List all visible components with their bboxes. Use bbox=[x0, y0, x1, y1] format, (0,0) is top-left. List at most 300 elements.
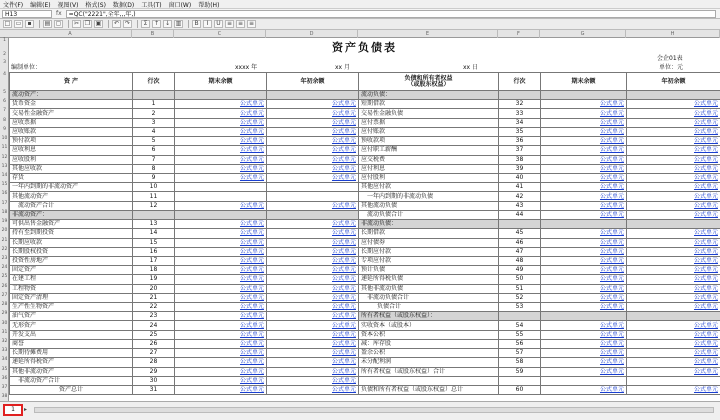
asset-begin-balance-cell[interactable] bbox=[267, 91, 359, 100]
asset-item-label[interactable]: 生产性生物资产 bbox=[10, 303, 133, 312]
asset-seq-cell[interactable]: 15 bbox=[133, 238, 175, 247]
asset-item-label[interactable]: 应收票据 bbox=[10, 118, 133, 127]
liability-begin-balance-cell[interactable]: 公式单元 bbox=[627, 275, 720, 284]
asset-end-balance-cell[interactable]: 公式单元 bbox=[175, 238, 267, 247]
liability-begin-balance-cell[interactable]: 公式单元 bbox=[627, 210, 720, 219]
row-number[interactable]: 38 bbox=[1, 394, 8, 400]
asset-seq-cell[interactable]: 2 bbox=[133, 109, 175, 118]
liability-seq-cell[interactable]: 56 bbox=[499, 339, 541, 348]
liability-begin-balance-cell[interactable]: 公式单元 bbox=[627, 266, 720, 275]
liability-item-label[interactable]: 实收资本（或股本） bbox=[359, 321, 499, 330]
asset-seq-cell[interactable]: 22 bbox=[133, 303, 175, 312]
column-header-d[interactable]: D bbox=[266, 30, 358, 38]
liability-item-label[interactable]: 资本公积 bbox=[359, 330, 499, 339]
liability-seq-cell[interactable]: 57 bbox=[499, 349, 541, 358]
liability-begin-balance-cell[interactable]: 公式单元 bbox=[627, 321, 720, 330]
row-number[interactable]: 16 bbox=[1, 191, 8, 197]
asset-seq-cell[interactable]: 19 bbox=[133, 275, 175, 284]
liability-item-label[interactable]: 应付票据 bbox=[359, 118, 499, 127]
liability-end-balance-cell[interactable]: 公式单元 bbox=[541, 367, 627, 376]
row-number[interactable]: 21 bbox=[1, 237, 8, 243]
asset-item-label[interactable]: 持有至到期投资 bbox=[10, 229, 133, 238]
asset-end-balance-cell[interactable]: 公式单元 bbox=[175, 367, 267, 376]
sum-icon[interactable]: Σ bbox=[141, 20, 150, 28]
asset-end-balance-cell[interactable] bbox=[175, 192, 267, 201]
liability-end-balance-cell[interactable]: 公式单元 bbox=[541, 293, 627, 302]
asset-seq-cell[interactable]: 31 bbox=[133, 386, 175, 395]
liability-end-balance-cell[interactable]: 公式单元 bbox=[541, 349, 627, 358]
asset-begin-balance-cell[interactable]: 公式单元 bbox=[267, 330, 359, 339]
asset-seq-cell[interactable]: 13 bbox=[133, 220, 175, 229]
row-number[interactable]: 12 bbox=[1, 154, 8, 160]
liability-end-balance-cell[interactable]: 公式单元 bbox=[541, 238, 627, 247]
menu-format[interactable]: 格式(S) bbox=[85, 1, 106, 9]
liability-end-balance-cell[interactable] bbox=[541, 220, 627, 229]
liability-item-label[interactable]: 交易性金融负债 bbox=[359, 109, 499, 118]
liability-begin-balance-cell[interactable] bbox=[627, 376, 720, 385]
row-number[interactable]: 19 bbox=[1, 219, 8, 225]
asset-begin-balance-cell[interactable]: 公式单元 bbox=[267, 266, 359, 275]
asset-begin-balance-cell[interactable]: 公式单元 bbox=[267, 229, 359, 238]
asset-seq-cell[interactable]: 7 bbox=[133, 155, 175, 164]
asset-seq-cell[interactable]: 29 bbox=[133, 367, 175, 376]
asset-end-balance-cell[interactable]: 公式单元 bbox=[175, 173, 267, 182]
liability-seq-cell[interactable]: 51 bbox=[499, 284, 541, 293]
formula-input[interactable]: =QC("2221",全年,,,年,) bbox=[66, 10, 716, 18]
horizontal-scrollbar[interactable] bbox=[34, 407, 714, 413]
asset-begin-balance-cell[interactable]: 公式单元 bbox=[267, 220, 359, 229]
liability-begin-balance-cell[interactable]: 公式单元 bbox=[627, 127, 720, 136]
row-number[interactable]: 29 bbox=[1, 311, 8, 317]
liability-item-label[interactable]: 盈余公积 bbox=[359, 349, 499, 358]
liability-end-balance-cell[interactable]: 公式单元 bbox=[541, 173, 627, 182]
liability-begin-balance-cell[interactable]: 公式单元 bbox=[627, 164, 720, 173]
liability-item-label[interactable]: 其他非流动负债 bbox=[359, 284, 499, 293]
asset-end-balance-cell[interactable]: 公式单元 bbox=[175, 118, 267, 127]
paste-icon[interactable]: ▣ bbox=[95, 20, 102, 27]
asset-begin-balance-cell[interactable]: 公式单元 bbox=[267, 275, 359, 284]
row-number[interactable]: 36 bbox=[1, 375, 8, 381]
row-number[interactable]: 25 bbox=[1, 274, 8, 280]
asset-seq-cell[interactable]: 4 bbox=[133, 127, 175, 136]
liability-seq-cell[interactable]: 52 bbox=[499, 293, 541, 302]
liability-begin-balance-cell[interactable]: 公式单元 bbox=[627, 367, 720, 376]
liability-begin-balance-cell[interactable]: 公式单元 bbox=[627, 155, 720, 164]
liability-end-balance-cell[interactable]: 公式单元 bbox=[541, 321, 627, 330]
row-number[interactable]: 2 bbox=[3, 52, 6, 57]
new-file-icon[interactable]: □ bbox=[4, 20, 11, 27]
asset-seq-cell[interactable]: 10 bbox=[133, 183, 175, 192]
asset-begin-balance-cell[interactable]: 公式单元 bbox=[267, 312, 359, 321]
asset-seq-cell[interactable]: 21 bbox=[133, 293, 175, 302]
sheet-tab[interactable]: 1 bbox=[3, 404, 23, 416]
liability-item-label[interactable]: 流动负债合计 bbox=[359, 210, 499, 219]
asset-seq-cell[interactable]: 1 bbox=[133, 100, 175, 109]
asset-begin-balance-cell[interactable]: 公式单元 bbox=[267, 284, 359, 293]
liability-item-label[interactable]: 应付债券 bbox=[359, 238, 499, 247]
asset-item-label[interactable]: 其他应收款 bbox=[10, 164, 133, 173]
redo-icon[interactable]: ↷ bbox=[124, 20, 131, 27]
liability-seq-cell[interactable]: 46 bbox=[499, 238, 541, 247]
asset-end-balance-cell[interactable]: 公式单元 bbox=[175, 349, 267, 358]
italic-icon[interactable]: I bbox=[203, 20, 212, 28]
asset-begin-balance-cell[interactable] bbox=[267, 192, 359, 201]
sort-descending-icon[interactable]: ↓ bbox=[164, 20, 171, 27]
asset-item-label[interactable]: 递延所得税资产 bbox=[10, 358, 133, 367]
save-icon[interactable]: ▪ bbox=[25, 20, 34, 28]
asset-begin-balance-cell[interactable]: 公式单元 bbox=[267, 137, 359, 146]
asset-item-label[interactable]: 无形资产 bbox=[10, 321, 133, 330]
liability-item-label[interactable]: 长期应付款 bbox=[359, 247, 499, 256]
liability-item-label[interactable]: 其他应付款 bbox=[359, 183, 499, 192]
liability-begin-balance-cell[interactable]: 公式单元 bbox=[627, 349, 720, 358]
asset-begin-balance-cell[interactable]: 公式单元 bbox=[267, 173, 359, 182]
asset-begin-balance-cell[interactable]: 公式单元 bbox=[267, 349, 359, 358]
liability-seq-cell[interactable]: 32 bbox=[499, 100, 541, 109]
liability-item-label[interactable]: 短期借款 bbox=[359, 100, 499, 109]
asset-seq-cell[interactable]: 28 bbox=[133, 358, 175, 367]
row-number[interactable]: 33 bbox=[1, 348, 8, 354]
asset-begin-balance-cell[interactable]: 公式单元 bbox=[267, 321, 359, 330]
menu-window[interactable]: 窗口(W) bbox=[168, 1, 192, 9]
liability-end-balance-cell[interactable]: 公式单元 bbox=[541, 201, 627, 210]
liability-item-label[interactable]: 预收款项 bbox=[359, 137, 499, 146]
asset-seq-cell[interactable]: 26 bbox=[133, 339, 175, 348]
row-number[interactable]: 23 bbox=[1, 255, 8, 261]
align-center-icon[interactable]: ≡ bbox=[237, 20, 244, 27]
asset-seq-cell[interactable]: 8 bbox=[133, 164, 175, 173]
liability-end-balance-cell[interactable] bbox=[541, 91, 627, 100]
liability-item-label[interactable]: 专项应付款 bbox=[359, 256, 499, 265]
asset-begin-balance-cell[interactable]: 公式单元 bbox=[267, 303, 359, 312]
row-number[interactable]: 11 bbox=[1, 145, 8, 151]
asset-end-balance-cell[interactable]: 公式单元 bbox=[175, 164, 267, 173]
liability-begin-balance-cell[interactable]: 公式单元 bbox=[627, 284, 720, 293]
row-number[interactable]: 27 bbox=[1, 292, 8, 298]
liability-seq-cell[interactable]: 39 bbox=[499, 164, 541, 173]
row-number[interactable]: 5 bbox=[3, 90, 6, 95]
liability-seq-cell[interactable]: 45 bbox=[499, 229, 541, 238]
liability-seq-cell[interactable]: 36 bbox=[499, 137, 541, 146]
sort-ascending-icon[interactable]: ↑ bbox=[153, 20, 160, 27]
liability-begin-balance-cell[interactable] bbox=[627, 220, 720, 229]
liability-end-balance-cell[interactable]: 公式单元 bbox=[541, 358, 627, 367]
row-number[interactable]: 31 bbox=[1, 329, 8, 335]
column-header-c[interactable]: C bbox=[174, 30, 266, 38]
asset-seq-cell[interactable]: 11 bbox=[133, 192, 175, 201]
asset-begin-balance-cell[interactable]: 公式单元 bbox=[267, 386, 359, 395]
liability-begin-balance-cell[interactable]: 公式单元 bbox=[627, 137, 720, 146]
liability-begin-balance-cell[interactable]: 公式单元 bbox=[627, 192, 720, 201]
liability-begin-balance-cell[interactable]: 公式单元 bbox=[627, 201, 720, 210]
asset-begin-balance-cell[interactable]: 公式单元 bbox=[267, 367, 359, 376]
asset-seq-cell[interactable]: 5 bbox=[133, 137, 175, 146]
asset-end-balance-cell[interactable]: 公式单元 bbox=[175, 303, 267, 312]
liability-seq-cell[interactable] bbox=[499, 312, 541, 321]
row-number[interactable]: 30 bbox=[1, 320, 8, 326]
asset-item-label[interactable]: 非流动资产： bbox=[10, 210, 133, 219]
cut-icon[interactable]: ✂ bbox=[73, 20, 80, 27]
liability-end-balance-cell[interactable]: 公式单元 bbox=[541, 386, 627, 395]
column-header-g[interactable]: G bbox=[540, 30, 626, 38]
liability-item-label[interactable]: 应付职工薪酬 bbox=[359, 146, 499, 155]
liability-end-balance-cell[interactable]: 公式单元 bbox=[541, 210, 627, 219]
asset-item-label[interactable]: 预付款项 bbox=[10, 137, 133, 146]
liability-end-balance-cell[interactable]: 公式单元 bbox=[541, 303, 627, 312]
asset-begin-balance-cell[interactable]: 公式单元 bbox=[267, 146, 359, 155]
liability-begin-balance-cell[interactable]: 公式单元 bbox=[627, 109, 720, 118]
liability-end-balance-cell[interactable]: 公式单元 bbox=[541, 164, 627, 173]
liability-seq-cell[interactable] bbox=[499, 220, 541, 229]
asset-end-balance-cell[interactable]: 公式单元 bbox=[175, 220, 267, 229]
row-number[interactable]: 15 bbox=[1, 182, 8, 188]
liability-item-label[interactable]: 长期借款 bbox=[359, 229, 499, 238]
liability-end-balance-cell[interactable]: 公式单元 bbox=[541, 266, 627, 275]
asset-begin-balance-cell[interactable] bbox=[267, 183, 359, 192]
liability-end-balance-cell[interactable]: 公式单元 bbox=[541, 100, 627, 109]
asset-end-balance-cell[interactable]: 公式单元 bbox=[175, 321, 267, 330]
liability-item-label[interactable]: 非流动负债： bbox=[359, 220, 499, 229]
row-number[interactable]: 34 bbox=[1, 357, 8, 363]
liability-end-balance-cell[interactable]: 公式单元 bbox=[541, 256, 627, 265]
asset-seq-cell[interactable]: 9 bbox=[133, 173, 175, 182]
liability-begin-balance-cell[interactable]: 公式单元 bbox=[627, 247, 720, 256]
asset-end-balance-cell[interactable]: 公式单元 bbox=[175, 127, 267, 136]
column-header-b[interactable]: B bbox=[132, 30, 174, 38]
row-number[interactable]: 1 bbox=[3, 38, 6, 43]
print-icon[interactable]: ▤ bbox=[44, 20, 51, 27]
row-number[interactable]: 32 bbox=[1, 338, 8, 344]
asset-end-balance-cell[interactable]: 公式单元 bbox=[175, 100, 267, 109]
liability-item-label[interactable]: 应交税费 bbox=[359, 155, 499, 164]
liability-seq-cell[interactable]: 44 bbox=[499, 210, 541, 219]
liability-seq-cell[interactable]: 40 bbox=[499, 173, 541, 182]
liability-item-label[interactable]: 负债合计 bbox=[359, 303, 499, 312]
liability-end-balance-cell[interactable] bbox=[541, 312, 627, 321]
align-right-icon[interactable]: ≡ bbox=[248, 20, 255, 27]
asset-end-balance-cell[interactable]: 公式单元 bbox=[175, 376, 267, 385]
liability-end-balance-cell[interactable]: 公式单元 bbox=[541, 247, 627, 256]
liability-item-label[interactable]: 流动负债： bbox=[359, 91, 499, 100]
asset-item-label[interactable]: 开发支出 bbox=[10, 330, 133, 339]
liability-begin-balance-cell[interactable]: 公式单元 bbox=[627, 146, 720, 155]
liability-seq-cell[interactable]: 58 bbox=[499, 358, 541, 367]
asset-begin-balance-cell[interactable]: 公式单元 bbox=[267, 256, 359, 265]
row-number[interactable]: 14 bbox=[1, 172, 8, 178]
row-number[interactable]: 3 bbox=[3, 60, 6, 65]
asset-end-balance-cell[interactable]: 公式单元 bbox=[175, 229, 267, 238]
liability-begin-balance-cell[interactable]: 公式单元 bbox=[627, 229, 720, 238]
liability-end-balance-cell[interactable]: 公式单元 bbox=[541, 330, 627, 339]
liability-item-label[interactable]: 非流动负债合计 bbox=[359, 293, 499, 302]
liability-seq-cell[interactable]: 60 bbox=[499, 386, 541, 395]
liability-seq-cell[interactable]: 42 bbox=[499, 192, 541, 201]
liability-begin-balance-cell[interactable]: 公式单元 bbox=[627, 118, 720, 127]
column-header-h[interactable]: H bbox=[626, 30, 720, 38]
asset-item-label[interactable]: 固定资产清理 bbox=[10, 293, 133, 302]
row-number[interactable]: 20 bbox=[1, 228, 8, 234]
liability-end-balance-cell[interactable] bbox=[541, 376, 627, 385]
liability-end-balance-cell[interactable]: 公式单元 bbox=[541, 109, 627, 118]
asset-seq-cell[interactable]: 14 bbox=[133, 229, 175, 238]
asset-end-balance-cell[interactable]: 公式单元 bbox=[175, 109, 267, 118]
liability-begin-balance-cell[interactable]: 公式单元 bbox=[627, 100, 720, 109]
liability-item-label[interactable]: 预计负债 bbox=[359, 266, 499, 275]
liability-seq-cell[interactable]: 38 bbox=[499, 155, 541, 164]
bold-icon[interactable]: B bbox=[192, 20, 201, 28]
liability-seq-cell[interactable]: 34 bbox=[499, 118, 541, 127]
asset-end-balance-cell[interactable]: 公式单元 bbox=[175, 256, 267, 265]
asset-item-label[interactable]: 流动资产： bbox=[10, 91, 133, 100]
asset-item-label[interactable]: 投资性房地产 bbox=[10, 256, 133, 265]
asset-item-label[interactable]: 可供出售金融资产 bbox=[10, 220, 133, 229]
asset-item-label[interactable]: 存货 bbox=[10, 173, 133, 182]
liability-seq-cell[interactable] bbox=[499, 91, 541, 100]
liability-item-label[interactable]: 应付利息 bbox=[359, 164, 499, 173]
asset-begin-balance-cell[interactable]: 公式单元 bbox=[267, 293, 359, 302]
asset-item-label[interactable]: 长期应收款 bbox=[10, 238, 133, 247]
liability-item-label[interactable]: 递延所得税负债 bbox=[359, 275, 499, 284]
asset-begin-balance-cell[interactable]: 公式单元 bbox=[267, 109, 359, 118]
row-number[interactable]: 17 bbox=[1, 200, 8, 206]
liability-begin-balance-cell[interactable]: 公式单元 bbox=[627, 183, 720, 192]
asset-end-balance-cell[interactable] bbox=[175, 183, 267, 192]
liability-seq-cell[interactable]: 49 bbox=[499, 266, 541, 275]
asset-begin-balance-cell[interactable]: 公式单元 bbox=[267, 155, 359, 164]
asset-item-label[interactable]: 应收利息 bbox=[10, 146, 133, 155]
asset-end-balance-cell[interactable]: 公式单元 bbox=[175, 330, 267, 339]
liability-begin-balance-cell[interactable]: 公式单元 bbox=[627, 173, 720, 182]
asset-item-label[interactable]: 资产总计 bbox=[10, 386, 133, 395]
asset-end-balance-cell[interactable]: 公式单元 bbox=[175, 146, 267, 155]
menu-tools[interactable]: 工具(T) bbox=[141, 1, 162, 9]
menu-edit[interactable]: 编辑(E) bbox=[30, 1, 51, 9]
liability-begin-balance-cell[interactable]: 公式单元 bbox=[627, 330, 720, 339]
liability-end-balance-cell[interactable]: 公式单元 bbox=[541, 284, 627, 293]
copy-icon[interactable]: ❐ bbox=[84, 20, 91, 27]
liability-seq-cell[interactable]: 55 bbox=[499, 330, 541, 339]
asset-end-balance-cell[interactable]: 公式单元 bbox=[175, 339, 267, 348]
asset-begin-balance-cell[interactable]: 公式单元 bbox=[267, 238, 359, 247]
chart-icon[interactable]: ▥ bbox=[175, 20, 182, 27]
row-number[interactable]: 7 bbox=[3, 108, 6, 114]
liability-seq-cell[interactable]: 41 bbox=[499, 183, 541, 192]
row-number[interactable]: 6 bbox=[3, 99, 6, 105]
asset-item-label[interactable]: 非流动资产合计 bbox=[10, 376, 133, 385]
liability-item-label[interactable]: 负债和所有者权益（或股东权益）总计 bbox=[359, 386, 499, 395]
liability-item-label[interactable]: 应付账款 bbox=[359, 127, 499, 136]
asset-end-balance-cell[interactable] bbox=[175, 91, 267, 100]
asset-seq-cell[interactable]: 18 bbox=[133, 266, 175, 275]
asset-seq-cell[interactable]: 20 bbox=[133, 284, 175, 293]
liability-seq-cell[interactable]: 54 bbox=[499, 321, 541, 330]
align-left-icon[interactable]: ≡ bbox=[226, 20, 233, 27]
asset-seq-cell[interactable]: 17 bbox=[133, 256, 175, 265]
row-number[interactable]: 28 bbox=[1, 302, 8, 308]
asset-end-balance-cell[interactable]: 公式单元 bbox=[175, 284, 267, 293]
asset-item-label[interactable]: 油气资产 bbox=[10, 312, 133, 321]
row-number[interactable]: 10 bbox=[1, 136, 8, 142]
column-header-e[interactable]: E bbox=[358, 30, 498, 38]
liability-item-label[interactable]: 未分配利润 bbox=[359, 358, 499, 367]
asset-end-balance-cell[interactable]: 公式单元 bbox=[175, 275, 267, 284]
liability-begin-balance-cell[interactable]: 公式单元 bbox=[627, 256, 720, 265]
liability-end-balance-cell[interactable]: 公式单元 bbox=[541, 155, 627, 164]
cell-reference-box[interactable]: H13 bbox=[2, 10, 52, 18]
asset-end-balance-cell[interactable]: 公式单元 bbox=[175, 293, 267, 302]
asset-item-label[interactable]: 工程物资 bbox=[10, 284, 133, 293]
liability-end-balance-cell[interactable]: 公式单元 bbox=[541, 127, 627, 136]
liability-begin-balance-cell[interactable]: 公式单元 bbox=[627, 293, 720, 302]
liability-item-label[interactable]: 一年内到期的非流动负债 bbox=[359, 192, 499, 201]
row-number[interactable]: 37 bbox=[1, 385, 8, 391]
liability-seq-cell[interactable]: 48 bbox=[499, 256, 541, 265]
undo-icon[interactable]: ↶ bbox=[113, 20, 120, 27]
asset-seq-cell[interactable]: 24 bbox=[133, 321, 175, 330]
asset-seq-cell[interactable]: 12 bbox=[133, 201, 175, 210]
row-number[interactable]: 13 bbox=[1, 163, 8, 169]
liability-end-balance-cell[interactable]: 公式单元 bbox=[541, 146, 627, 155]
liability-item-label[interactable]: 减：库存股 bbox=[359, 339, 499, 348]
asset-item-label[interactable]: 固定资产 bbox=[10, 266, 133, 275]
liability-begin-balance-cell[interactable]: 公式单元 bbox=[627, 238, 720, 247]
asset-end-balance-cell[interactable]: 公式单元 bbox=[175, 312, 267, 321]
liability-begin-balance-cell[interactable]: 公式单元 bbox=[627, 303, 720, 312]
asset-item-label[interactable]: 商誉 bbox=[10, 339, 133, 348]
asset-end-balance-cell[interactable]: 公式单元 bbox=[175, 201, 267, 210]
menu-view[interactable]: 视图(V) bbox=[57, 1, 79, 9]
column-header-f[interactable]: F bbox=[498, 30, 540, 38]
asset-begin-balance-cell[interactable] bbox=[267, 210, 359, 219]
menu-help[interactable]: 帮助(H) bbox=[198, 1, 220, 9]
asset-item-label[interactable]: 货币资金 bbox=[10, 100, 133, 109]
row-number[interactable]: 4 bbox=[3, 72, 6, 77]
asset-begin-balance-cell[interactable]: 公式单元 bbox=[267, 201, 359, 210]
asset-seq-cell[interactable]: 30 bbox=[133, 376, 175, 385]
tab-scroll-arrow-icon[interactable]: ▸ bbox=[24, 406, 28, 413]
asset-end-balance-cell[interactable]: 公式单元 bbox=[175, 358, 267, 367]
asset-seq-cell[interactable]: 3 bbox=[133, 118, 175, 127]
liability-end-balance-cell[interactable]: 公式单元 bbox=[541, 118, 627, 127]
asset-end-balance-cell[interactable] bbox=[175, 210, 267, 219]
liability-seq-cell[interactable]: 33 bbox=[499, 109, 541, 118]
asset-item-label[interactable]: 长期待摊费用 bbox=[10, 349, 133, 358]
liability-seq-cell[interactable]: 37 bbox=[499, 146, 541, 155]
liability-item-label[interactable]: 所有者权益（或股东权益）： bbox=[359, 312, 499, 321]
open-folder-icon[interactable]: ▭ bbox=[15, 20, 22, 27]
liability-seq-cell[interactable]: 43 bbox=[499, 201, 541, 210]
asset-seq-cell[interactable] bbox=[133, 210, 175, 219]
row-number[interactable]: 22 bbox=[1, 246, 8, 252]
preview-icon[interactable]: ▢ bbox=[55, 20, 62, 27]
asset-begin-balance-cell[interactable]: 公式单元 bbox=[267, 339, 359, 348]
asset-item-label[interactable]: 长期股权投资 bbox=[10, 247, 133, 256]
asset-end-balance-cell[interactable]: 公式单元 bbox=[175, 137, 267, 146]
asset-begin-balance-cell[interactable]: 公式单元 bbox=[267, 164, 359, 173]
asset-end-balance-cell[interactable]: 公式单元 bbox=[175, 155, 267, 164]
asset-item-label[interactable]: 其他流动资产 bbox=[10, 192, 133, 201]
liability-end-balance-cell[interactable]: 公式单元 bbox=[541, 192, 627, 201]
liability-seq-cell[interactable]: 35 bbox=[499, 127, 541, 136]
liability-end-balance-cell[interactable]: 公式单元 bbox=[541, 229, 627, 238]
row-number[interactable]: 18 bbox=[1, 209, 8, 215]
liability-item-label[interactable]: 其他流动负债 bbox=[359, 201, 499, 210]
asset-begin-balance-cell[interactable]: 公式单元 bbox=[267, 358, 359, 367]
row-number[interactable]: 24 bbox=[1, 265, 8, 271]
asset-item-label[interactable]: 在建工程 bbox=[10, 275, 133, 284]
asset-begin-balance-cell[interactable]: 公式单元 bbox=[267, 127, 359, 136]
asset-seq-cell[interactable]: 16 bbox=[133, 247, 175, 256]
